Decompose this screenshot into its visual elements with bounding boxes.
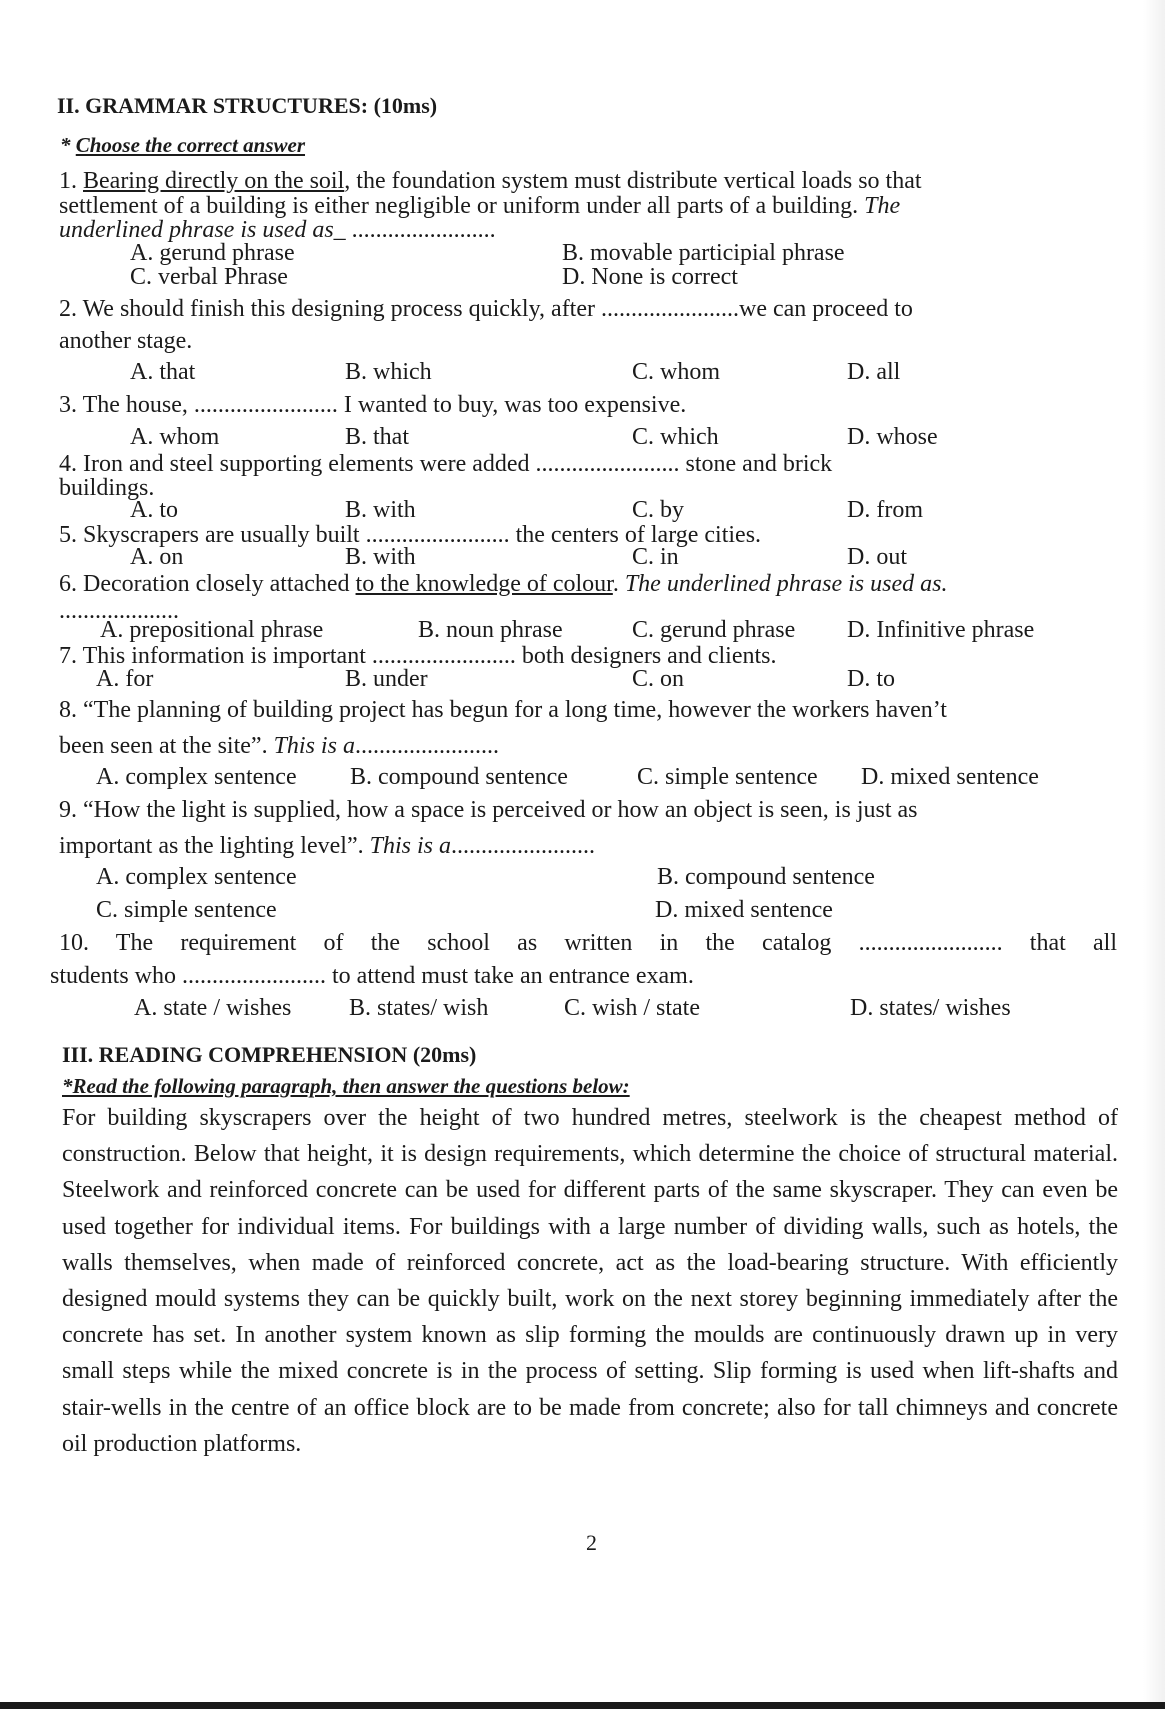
question-1-line-2: [59, 193, 900, 219]
question-8-option-b: B. compound sentence: [350, 764, 568, 790]
question-10-line-1: 10. The requirement of the school as written in the catalog ........................ that all: [59, 930, 1117, 956]
question-text: 6. Decoration closely attached: [59, 571, 356, 597]
instruction-text: Choose the correct answer: [75, 133, 306, 157]
question-6-line-1: [59, 571, 947, 597]
answer-blank: _ ........................: [333, 217, 496, 243]
section-2-heading: II. GRAMMAR STRUCTURES: (10ms): [57, 93, 438, 118]
question-4-line-2: buildings.: [59, 475, 155, 501]
question-3-option-a: A. whom: [130, 424, 220, 450]
question-text: important as the lighting level”.: [59, 833, 370, 859]
reading-paragraph: For building skyscrapers over the height of two hundred metres, steelwork is the cheapest method of construction. Below that height, it is design requirements, which determine the choice of structural material. Steelwork and reinforced concrete can be used for different parts of the same skyscraper. They can even be used together for individual items. For buildings with a large number of dividing walls, such as hotels, the walls themselves, when made of reinforced concrete, act as the load-bearing structure. With efficiently designed mould systems they can be quickly built, work on the next storey beginning immediately after the concrete has set. In another system known as slip forming the moulds are continuously drawn up in very small steps while the mixed concrete is in the process of setting. Slip forming is used when lift-shafts and stair-wells in the centre of an office block are to be made from concrete; also for tall chimneys and concrete oil production platforms.: [62, 1105, 1118, 1457]
question-8-option-c: C. simple sentence: [637, 764, 818, 790]
question-5-option-d: D. out: [847, 544, 907, 570]
question-7-option-a: A. for: [96, 666, 154, 692]
instruction-prefix: *: [60, 133, 76, 157]
question-3-text: 3. The house, ........................ I wanted to buy, was too expensive.: [59, 392, 687, 418]
question-italic-text: This is a: [273, 733, 355, 759]
section-2-instruction: [60, 133, 305, 158]
question-1-option-a: A. gerund phrase: [130, 240, 295, 266]
question-7-option-b: B. under: [345, 666, 428, 692]
question-7-text: 7. This information is important ........................ both designers and clients.: [59, 643, 777, 669]
question-8-option-d: D. mixed sentence: [861, 764, 1039, 790]
question-2-line-1: 2. We should finish this designing process quickly, after .......................we can proceed to: [59, 296, 913, 322]
question-5-option-c: C. in: [632, 544, 679, 570]
question-4-option-b: B. with: [345, 497, 416, 523]
question-9-line-2: [59, 833, 595, 859]
question-italic-text: The underlined phrase is used as.: [624, 571, 948, 597]
question-4-line-1: 4. Iron and steel supporting elements were added ........................ stone and brick: [59, 451, 833, 477]
question-4-option-a: A. to: [130, 497, 178, 523]
question-1-line-1: [59, 168, 922, 194]
question-8-line-1: 8. “The planning of building project has begun for a long time, however the workers haven’t: [59, 697, 947, 723]
question-10-option-b: B. states/ wish: [349, 995, 489, 1021]
question-7-option-c: C. on: [632, 666, 685, 692]
question-italic-text: underlined phrase is used as: [59, 217, 334, 243]
question-3-option-c: C. which: [632, 424, 719, 450]
question-10-option-a: A. state / wishes: [134, 995, 292, 1021]
answer-blank: ........................: [354, 733, 499, 759]
question-6-option-d: D. Infinitive phrase: [847, 617, 1035, 643]
scan-bottom-border: [0, 1702, 1165, 1709]
question-2-option-a: A. that: [130, 359, 196, 385]
question-text: .: [612, 571, 625, 597]
question-2-option-d: D. all: [847, 359, 901, 385]
question-5-option-a: A. on: [130, 544, 184, 570]
question-4-option-d: D. from: [847, 497, 923, 523]
question-text: settlement of a building is either negligible or uniform under all parts of a building.: [59, 193, 865, 219]
answer-blank: ........................: [450, 833, 595, 859]
question-italic-text: The: [864, 193, 901, 219]
question-9-option-d: D. mixed sentence: [655, 897, 833, 923]
section-3-heading: III. READING COMPREHENSION (20ms): [62, 1042, 477, 1067]
question-number: 1.: [59, 168, 83, 194]
question-4-option-c: C. by: [632, 497, 685, 523]
question-text: , the foundation system must distribute vertical loads so that: [344, 168, 922, 194]
question-text: been seen at the site”.: [59, 733, 274, 759]
question-3-option-d: D. whose: [847, 424, 938, 450]
question-9-option-a: A. complex sentence: [96, 864, 297, 890]
question-1-option-b: B. movable participial phrase: [562, 240, 845, 266]
question-7-option-d: D. to: [847, 666, 895, 692]
scan-edge-shadow: [1143, 0, 1165, 1709]
question-9-option-c: C. simple sentence: [96, 897, 277, 923]
question-1-option-d: D. None is correct: [562, 264, 738, 290]
question-6-option-c: C. gerund phrase: [632, 617, 796, 643]
section-3-instruction: *Read the following paragraph, then answer the questions below:: [62, 1074, 630, 1098]
question-1-option-c: C. verbal Phrase: [130, 264, 288, 290]
question-5-text: 5. Skyscrapers are usually built ........................ the centers of large cities.: [59, 522, 762, 548]
underlined-phrase: Bearing directly on the soil: [83, 168, 345, 194]
question-5-option-b: B. with: [345, 544, 416, 570]
question-8-option-a: A. complex sentence: [96, 764, 297, 790]
question-6-option-b: B. noun phrase: [418, 617, 563, 643]
question-9-option-b: B. compound sentence: [657, 864, 875, 890]
underlined-phrase: to the knowledge of colour: [355, 571, 613, 597]
page-number: 2: [586, 1530, 597, 1555]
question-italic-text: This is a: [369, 833, 451, 859]
question-3-option-b: B. that: [345, 424, 409, 450]
question-10-option-d: D. states/ wishes: [850, 995, 1011, 1021]
question-2-option-c: C. whom: [632, 359, 721, 385]
question-8-line-2: [59, 733, 499, 759]
question-6-option-a: A. prepositional phrase: [100, 617, 324, 643]
question-10-option-c: C. wish / state: [564, 995, 700, 1021]
question-6-line-2: ....................: [59, 598, 179, 624]
question-10-line-2: students who ........................ to attend must take an entrance exam.: [50, 963, 694, 989]
question-2-line-2: another stage.: [59, 328, 193, 354]
question-9-line-1: 9. “How the light is supplied, how a space is perceived or how an object is seen, is just as: [59, 797, 918, 823]
question-2-option-b: B. which: [345, 359, 432, 385]
